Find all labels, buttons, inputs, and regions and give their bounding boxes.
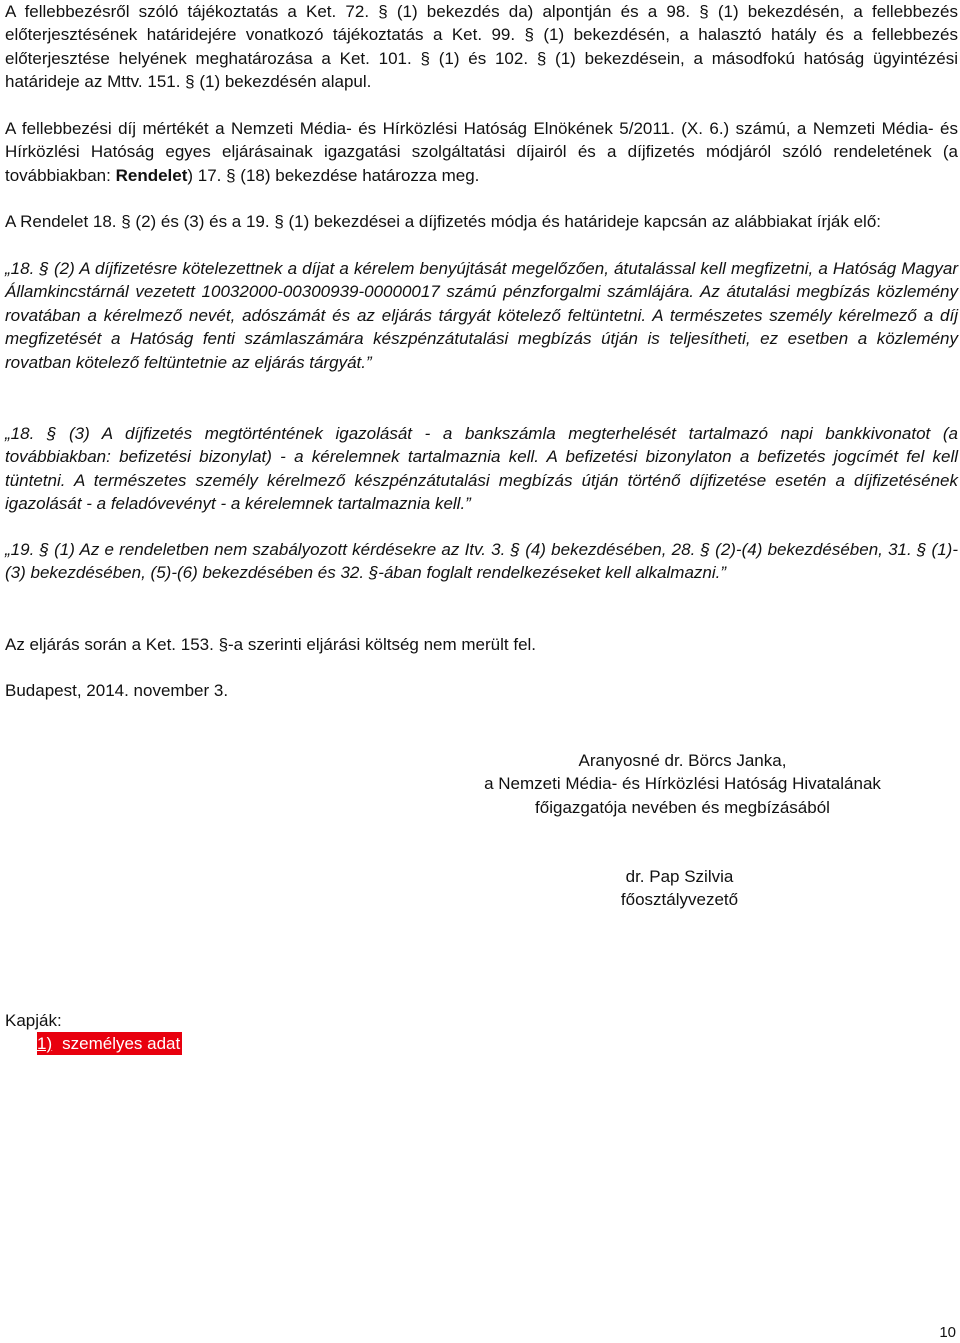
paragraph-appeal-fee-text-b: ) 17. § (18) bekezdése határozza meg. — [187, 165, 480, 185]
quote-section-18-3 — [5, 422, 958, 516]
recipient-item-number: 1) — [37, 1034, 53, 1053]
quote-section-18-2 — [5, 257, 958, 374]
paragraph-appeal-fee-text-a: A fellebbezési díj mértékét a Nemzeti Média- és Hírközlési Hatóság Elnökének 5/2011. (X. 6.) számú, a Nemzeti Média- és Hírközlési Hatóság egyes eljárásainak igazgatási szolgáltatási díjairól és a díjfizetés módjáról szóló rendeletének (a továbbiakban: — [5, 119, 958, 185]
quote-section-18-2-text: „18. § (2) A díjfizetésre kötelezettnek a díjat a kérelem benyújtását megelőzően, átutalással kell megfizetni, a Hatóság Magyar Államkincstárnál vezetett 10032000-00300939-00000017 számú pénzforgalmi számlájára. Az átutalási megbízás közlemény rovatában a kérelmező nevét, adószámát és az eljárás tárgyát kötelező feltüntetni. A természetes személy kérelmező a díj megfizetését a Hatóság fenti számlaszámára készpénzátutalási megbízás útján is teljesítheti, ez esetben a közlemény rovatban kötelező feltüntetnie az eljárás tárgyát.” — [5, 259, 958, 372]
signature-block-secondary — [427, 865, 932, 912]
paragraph-procedural-cost-text: Az eljárás során a Ket. 153. §-a szerinti eljárási költség nem merült fel. — [5, 635, 537, 654]
signatory-capacity: főigazgatója nevében és megbízásából — [535, 797, 830, 817]
paragraph-procedural-cost — [5, 633, 958, 656]
signatory-name: Aranyosné dr. Börcs Janka, — [578, 751, 787, 770]
quote-section-19-1-text: „19. § (1) Az e rendeletben nem szabályozott kérdésekre az Itv. 3. § (4) bekezdésében, 28. § (2)-(4) bekezdésében, 31. § (1)-(3) bekezdésében, (5)-(6) bekezdésében és 32. §-ában foglalt rendelkezéseket kell alkalmazni.” — [5, 540, 958, 583]
paragraph-place-date — [5, 679, 958, 702]
signature-block-primary — [430, 749, 935, 819]
paragraph-appeal-fee — [5, 117, 958, 187]
paragraph-regulation-intro-text: A Rendelet 18. § (2) és (3) és a 19. § (1) bekezdései a díjfizetés módja és határideje kapcsán az alábbiakat írják elő: — [5, 212, 881, 231]
quote-section-19-1 — [5, 538, 958, 585]
second-signatory-title: főosztályvezető — [620, 890, 739, 910]
page-number: 10 — [939, 1324, 956, 1341]
second-signatory-name: dr. Pap Szilvia — [625, 867, 734, 886]
paragraph-appeal-info-text: A fellebbezésről szóló tájékoztatás a Ket. 72. § (1) bekezdés da) alpontján és a 98. § (1) bekezdésén, a fellebbezés előterjesztésének határidejére vonatkozó tájékoztatás a Ket. 99. § (1) bekezdésén, a halasztó hatály és a fellebbezés előterjesztése helyének meghatározása a Ket. 101. § (1) és 102. § (1) bekezdésein, a másodfokú hatóság ügyintézési határideje az Mttv. 151. § (1) bekezdésén alapul. — [5, 2, 958, 92]
paragraph-appeal-fee-bold-term: Rendelet — [115, 165, 188, 185]
paragraph-appeal-info — [5, 0, 958, 94]
signatory-authority: a Nemzeti Média- és Hírközlési Hatóság Hivatalának — [484, 774, 881, 794]
recipients-label: Kapják: — [5, 1011, 62, 1030]
place-date-text: Budapest, 2014. november 3. — [5, 681, 229, 700]
recipient-item-redacted-text: személyes adat — [62, 1034, 181, 1053]
redacted-recipient-item — [37, 1032, 182, 1055]
quote-section-18-3-text: „18. § (3) A díjfizetés megtörténtének igazolását - a bankszámla megterhelését tartalmazó napi bankkivonatot (a továbbiakban: befizetési bizonylat) - a kérelemnek tartalmaznia kell. A befizetési bizonylaton a befizetés jogcímét fel kell tüntetni. A természetes személy kérelmező készpénzátutalási megbízás útján történő díjfizetése esetén a díjfizetésének igazolását - a feladóvevényt - a kérelemnek tartalmaznia kell.” — [5, 424, 958, 514]
paragraph-regulation-intro — [5, 210, 958, 233]
